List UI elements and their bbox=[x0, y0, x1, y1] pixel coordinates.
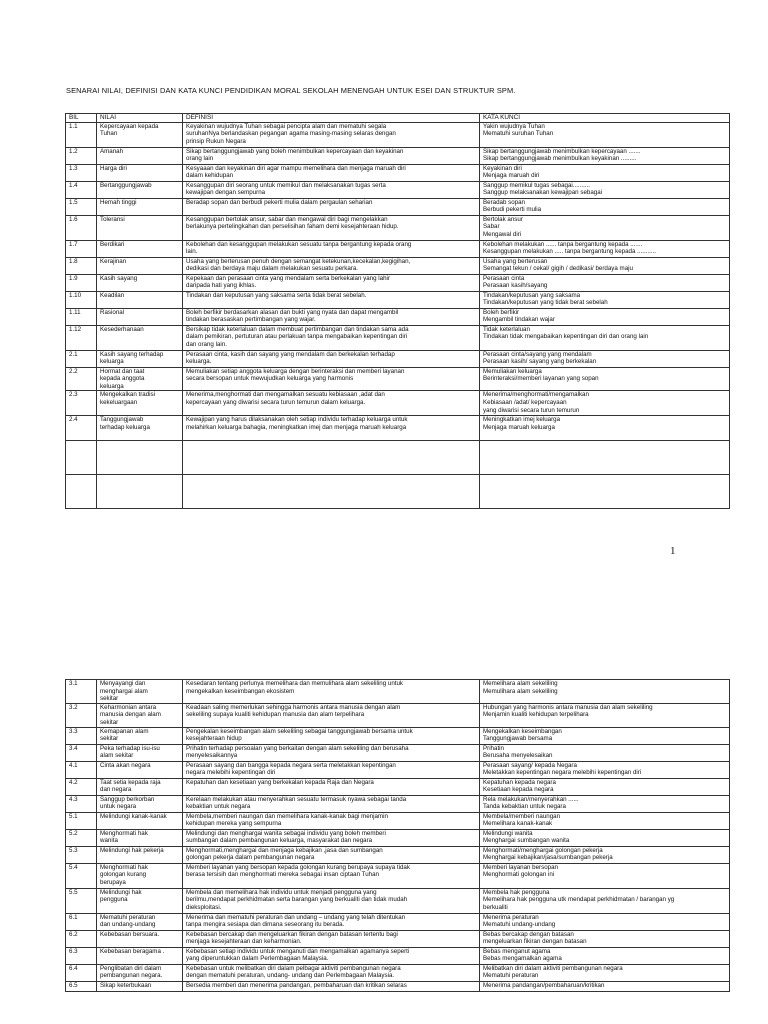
cell-definisi: Memberi layanan yang bersopan kepada golongan kurang berupaya supaya tidak berasa tersisih dan menghormati mereka sebagai insan ciptaan Tuhan bbox=[183, 863, 480, 888]
table-row bbox=[66, 930, 730, 947]
cell-bil: 3.4 bbox=[66, 744, 97, 761]
cell-definisi: Bersikap tidak keterlaluan dalam membuat pertimbangan dan tindakan sama ada dalam pemikiran, pertuturan atau perlakuan tanpa mengabaikan kepentingan diri dan orang lain. bbox=[183, 325, 480, 350]
table-row bbox=[66, 350, 730, 367]
cell-definisi: Sikap bertanggungjawab yang boleh menimbulkan kepercayaan dan keyakinan orang lain bbox=[183, 147, 480, 164]
cell-nilai: Menghormati hak wanita bbox=[97, 829, 183, 846]
cell-nilai: Cinta akan negara bbox=[97, 761, 183, 778]
cell-nilai: Menyayangi dan menghargai alam sekitar bbox=[97, 680, 183, 704]
table-row bbox=[66, 181, 730, 198]
cell-definisi: Perasaan cinta, kasih dan sayang yang mendalam dan berkekalan terhadap keluarga. bbox=[183, 350, 480, 367]
table-row bbox=[66, 846, 730, 863]
cell-bil: 3.3 bbox=[66, 727, 97, 744]
cell-kata-kunci: Membela/memberi naungan Memelihara kanak-kanak bbox=[480, 812, 730, 829]
table-row bbox=[66, 240, 730, 257]
cell-definisi: Menghormati,menghargai dan menjaga kebajikan ,jasa dan sumbangan golongan pekerja dalam pembangunan negara bbox=[183, 846, 480, 863]
cell-bil: 1.6 bbox=[66, 215, 97, 240]
cell-kata-kunci: Yakin wujudnya Tuhan Mematuhi suruhan Tuhan bbox=[480, 122, 730, 147]
table-row bbox=[66, 164, 730, 181]
cell-kata-kunci: Menerima pandangan/pembaharuan/kritikan bbox=[480, 981, 730, 991]
values-table-page-1 bbox=[65, 113, 730, 509]
cell-definisi: Melindungi dan menghargai wanita sebagai individu yang boleh memberi sumbangan dalam pembangunan keluarga, masyarakat dan negara bbox=[183, 829, 480, 846]
cell-nilai: Kerajinan bbox=[97, 257, 183, 274]
cell-bil: 1.7 bbox=[66, 240, 97, 257]
header-kata-kunci: KATA KUNCI bbox=[480, 114, 730, 123]
cell-nilai: Taat setia kepada raja dan negara bbox=[97, 778, 183, 795]
cell-kata-kunci: Kepatuhan kepada negara Kesetiaan kepada negara bbox=[480, 778, 730, 795]
cell-bil: 2.2 bbox=[66, 367, 97, 391]
cell-kata-kunci: Sanggup memikul tugas sebagai.......... Sanggup melaksanakan kewajipan sebagai bbox=[480, 181, 730, 198]
cell-definisi: Kesanggupan diri seorang untuk memikul dan melaksanakan tugas serta kewajipan dengan sempurna bbox=[183, 181, 480, 198]
cell-definisi: Usaha yang berterusan penuh dengan semangat ketekunan,kecekalan,kegigihan, dedikasi dan berdaya maju dalam melakukan sesuatu perkara. bbox=[183, 257, 480, 274]
header-bil: BIL bbox=[66, 114, 97, 123]
cell-nilai: Sikap keterbukaan bbox=[97, 981, 183, 991]
cell-bil: 5.4 bbox=[66, 863, 97, 888]
table-row bbox=[66, 122, 730, 147]
values-table-page-2 bbox=[65, 679, 730, 992]
table-row bbox=[66, 913, 730, 930]
table-row bbox=[66, 795, 730, 812]
cell-bil: 4.3 bbox=[66, 795, 97, 812]
cell-nilai bbox=[97, 441, 183, 475]
cell-nilai: Rasional bbox=[97, 308, 183, 325]
cell-nilai: Amanah bbox=[97, 147, 183, 164]
cell-kata-kunci: Hubungan yang harmonis antara manusia dan alam sekeliling Menjamin kualiti kehidupan terpelihara bbox=[480, 703, 730, 727]
cell-definisi: Kesyaaan dan keyakinan diri agar mampu memelihara dan menjaga maruah diri dalam kehidupan bbox=[183, 164, 480, 181]
table-row bbox=[66, 680, 730, 704]
cell-kata-kunci: Keyakinan diri Menjaga maruah diri bbox=[480, 164, 730, 181]
cell-bil: 1.12 bbox=[66, 325, 97, 350]
cell-bil: 1.9 bbox=[66, 274, 97, 291]
cell-bil: 2.1 bbox=[66, 350, 97, 367]
cell-definisi: Boleh berfikir berdasarkan alasan dan bukti yang nyata dan dapat mengambil tindakan berasaskan pertimbangan yang wajar. bbox=[183, 308, 480, 325]
cell-kata-kunci: Meningkatkan imej keluarga Menjaga maruah keluarga bbox=[480, 416, 730, 441]
cell-kata-kunci: Menerima peraturan Mematuhi undang-undang bbox=[480, 913, 730, 930]
cell-bil: 5.5 bbox=[66, 888, 97, 913]
table-row bbox=[66, 947, 730, 964]
table-row bbox=[66, 367, 730, 391]
cell-bil: 6.5 bbox=[66, 981, 97, 991]
table-row bbox=[66, 812, 730, 829]
cell-definisi: Kebebasan untuk melibatkan diri dalam pelbagai aktiviti pembangunan negara dengan mematuhi peraturan, undang- undang dan Perlembagaan Malaysia. bbox=[183, 964, 480, 981]
table-row bbox=[66, 475, 730, 509]
cell-nilai: Sanggup berkorban untuk negara bbox=[97, 795, 183, 812]
cell-bil: 5.2 bbox=[66, 829, 97, 846]
cell-definisi bbox=[183, 475, 480, 509]
cell-kata-kunci: Boleh berfikir Mengambil tindakan wajar bbox=[480, 308, 730, 325]
cell-nilai: Melindungi kanak-kanak bbox=[97, 812, 183, 829]
cell-nilai: Hormat dan taat kepada anggota keluarga bbox=[97, 367, 183, 391]
table-row bbox=[66, 274, 730, 291]
table-row bbox=[66, 981, 730, 991]
cell-definisi: Menerima dan mematuhi peraturan dan undang – undang yang telah ditentukan tanpa mengira sesiapa dan dimana seseorang itu berada. bbox=[183, 913, 480, 930]
cell-bil: 2.4 bbox=[66, 416, 97, 441]
cell-nilai: Tanggungjawab terhadap keluarga bbox=[97, 416, 183, 441]
table-row bbox=[66, 727, 730, 744]
cell-kata-kunci: Melibatkan diri dalam aktiviti pembangunan negara Mematuhi peraturan bbox=[480, 964, 730, 981]
table-row bbox=[66, 325, 730, 350]
cell-kata-kunci: Tindakan/keputusan yang saksama Tindakan/keputusan yang tidak berat sebelah bbox=[480, 291, 730, 308]
cell-definisi: Membela dan memelihara hak individu untuk menjadi pengguna yang berilmu,mendapat perkhidmatan serta barangan yang berkualiti dan tidak mudah dieksploitasi. bbox=[183, 888, 480, 913]
cell-bil: 6.2 bbox=[66, 930, 97, 947]
cell-kata-kunci: Memelihara alam sekeliling Memulihara alam sekeliling bbox=[480, 680, 730, 704]
cell-definisi: Bersedia memberi dan menerima pandangan, pembaharuan dan kritikan selaras bbox=[183, 981, 480, 991]
cell-bil: 4.2 bbox=[66, 778, 97, 795]
cell-nilai: Keharmonian antara manusia dengan alam sekitar bbox=[97, 703, 183, 727]
cell-bil: 6.4 bbox=[66, 964, 97, 981]
cell-bil: 1.2 bbox=[66, 147, 97, 164]
cell-definisi: Prihatin terhadap persoalan yang berkaitan dengan alam sekeliling dan berusaha menyelesaikannya bbox=[183, 744, 480, 761]
cell-nilai: Toleransi bbox=[97, 215, 183, 240]
cell-nilai: Melindungi hak pengguna bbox=[97, 888, 183, 913]
table-row bbox=[66, 308, 730, 325]
cell-kata-kunci: Bebas bercakap dengan batasan mengeluarkan fikiran dengan batasan bbox=[480, 930, 730, 947]
table-row bbox=[66, 964, 730, 981]
cell-bil: 6.1 bbox=[66, 913, 97, 930]
cell-bil: 1.5 bbox=[66, 198, 97, 215]
cell-nilai: Berdikari bbox=[97, 240, 183, 257]
cell-bil bbox=[66, 441, 97, 475]
cell-nilai: Bertanggungjawab bbox=[97, 181, 183, 198]
cell-nilai: Kebebasan bersuara. bbox=[97, 930, 183, 947]
cell-definisi: Kepekaan dan perasaan cinta yang mendalam serta berkekalan yang lahir daripada hati yang ikhlas. bbox=[183, 274, 480, 291]
cell-kata-kunci: Rela melakukan/menyerahkan ...... Tanda kebaktian untuk negara bbox=[480, 795, 730, 812]
cell-definisi: Keadaan saling memerlukan sehingga harmonis antara manusia dengan alam sekeliling supaya kualiti kehidupan manusia dan alam terpelihara bbox=[183, 703, 480, 727]
cell-kata-kunci: Menerima/menghormati/mengamalkan Kebiasaan /adat/ kepercayaan yang diwarisi secara turun temurun bbox=[480, 391, 730, 416]
table-row bbox=[66, 257, 730, 274]
table-row bbox=[66, 778, 730, 795]
table-row bbox=[66, 215, 730, 240]
table-row bbox=[66, 888, 730, 913]
cell-kata-kunci: Memuliakan keluarga Berinteraksi/memberi layanan yang sopan bbox=[480, 367, 730, 391]
cell-bil: 1.4 bbox=[66, 181, 97, 198]
document-title: SENARAI NILAI, DEFINISI DAN KATA KUNCI PENDIDIKAN MORAL SEKOLAH MENENGAH UNTUK ESEI DAN STRUKTUR SPM. bbox=[66, 86, 516, 95]
cell-kata-kunci: Bebas menganut agama Bebas mengamalkan agama bbox=[480, 947, 730, 964]
cell-kata-kunci: Beradab sopan Berbudi pekerti mulia bbox=[480, 198, 730, 215]
cell-nilai: Kasih sayang bbox=[97, 274, 183, 291]
table-row bbox=[66, 761, 730, 778]
cell-definisi: Kepatuhan dan kesetiaan yang berkekalan kepada Raja dan Negara bbox=[183, 778, 480, 795]
table-row bbox=[66, 744, 730, 761]
cell-definisi: Kebebasan setiap individu untuk menganuti dan mengamalkan agamanya seperti yang diperuntukkan dalam Perlembagaan Malaysia. bbox=[183, 947, 480, 964]
cell-definisi: Keyakinan wujudnya Tuhan sebagai pencipta alam dan mematuhi segala suruhanNya berlandaskan pegangan agama masing-masing selaras dengan prinsip Rukun Negara bbox=[183, 122, 480, 147]
cell-kata-kunci bbox=[480, 441, 730, 475]
cell-nilai: Kemapanan alam sekitar bbox=[97, 727, 183, 744]
cell-definisi: Pengekalan keseimbangan alam sekeliling sebagai tanggungjawab bersama untuk kesejahteraan hidup bbox=[183, 727, 480, 744]
page-number: 1 bbox=[670, 545, 676, 557]
table-row bbox=[66, 291, 730, 308]
cell-kata-kunci: Sikap bertanggungjawab menimbulkan kepercayaan ....... Sikap bertanggungjawab menimbulkan keyakinan ......... bbox=[480, 147, 730, 164]
cell-bil: 1.3 bbox=[66, 164, 97, 181]
header-definisi: DEFINISI bbox=[183, 114, 480, 123]
cell-nilai: Penglibatan diri dalam pembangunan negara. bbox=[97, 964, 183, 981]
cell-definisi: Kesedaran tentang perlunya memelihara dan memulihara alam sekeliling untuk mengekalkan keseimbangan ekosistem bbox=[183, 680, 480, 704]
cell-nilai: Menghormati hak golongan kurang berupaya bbox=[97, 863, 183, 888]
cell-kata-kunci: Mengekalkan keseimbangan Tanggungjawab bersama bbox=[480, 727, 730, 744]
cell-definisi: Kewajipan yang harus dilaksanakan oleh setiap individu terhadap keluarga untuk melahirkan keluarga bahagia, meningkatkan imej dan menjaga maruah keluarga bbox=[183, 416, 480, 441]
cell-kata-kunci: Prihatin Berusaha menyelesaikan bbox=[480, 744, 730, 761]
cell-bil bbox=[66, 475, 97, 509]
cell-bil: 2.3 bbox=[66, 391, 97, 416]
cell-definisi: Kebebasan bercakap dan mengeluarkan fikiran dengan batasan tertentu bagi menjaga kesejahteraan dan keharmonian. bbox=[183, 930, 480, 947]
cell-kata-kunci: Usaha yang berterusan Semangat tekun / cekal/ gigih / dedikasi/ berdaya maju bbox=[480, 257, 730, 274]
cell-nilai: Harga diri bbox=[97, 164, 183, 181]
cell-kata-kunci: Memberi layanan bersopan Menghormati golongan ini bbox=[480, 863, 730, 888]
cell-kata-kunci: Tidak keterlaluan Tindakan tidak mengabaikan kepentingan diri dan orang lain bbox=[480, 325, 730, 350]
table-row bbox=[66, 147, 730, 164]
table-row bbox=[66, 391, 730, 416]
cell-bil: 3.2 bbox=[66, 703, 97, 727]
header-nilai: NILAI bbox=[97, 114, 183, 123]
cell-nilai: Kasih sayang terhadap keluarga bbox=[97, 350, 183, 367]
cell-definisi: Membela,memberi naungan dan memelihara kanak-kanak bagi menjamin kehidupan mereka yang sempurna bbox=[183, 812, 480, 829]
table-header-row bbox=[66, 114, 730, 123]
table-row bbox=[66, 863, 730, 888]
cell-nilai: Kepercayaan kepada Tuhan bbox=[97, 122, 183, 147]
cell-nilai: Peka terhadap isu-isu alam sekitar bbox=[97, 744, 183, 761]
cell-nilai: Kesederhanaan bbox=[97, 325, 183, 350]
table-row bbox=[66, 416, 730, 441]
cell-bil: 3.1 bbox=[66, 680, 97, 704]
cell-kata-kunci: Menghormati/menghargai golongan pekerja Menghargai kebajikan/jasa/sumbangan pekerja bbox=[480, 846, 730, 863]
cell-bil: 6.3 bbox=[66, 947, 97, 964]
cell-bil: 1.11 bbox=[66, 308, 97, 325]
cell-nilai: Keadilan bbox=[97, 291, 183, 308]
cell-nilai: Kebebasan beragama . bbox=[97, 947, 183, 964]
cell-definisi: Memuliakan setiap anggota keluarga dengan berinteraksi dan memberi layanan secara bersopan untuk mewujudkan keluarga yang harmonis bbox=[183, 367, 480, 391]
cell-nilai: Mematuhi peraturan dan undang-undang bbox=[97, 913, 183, 930]
cell-kata-kunci: Bertolak ansur Sabar Mengawal diri bbox=[480, 215, 730, 240]
cell-definisi: Kerelaan melakukan atau menyerahkan sesuatu termasuk nyawa sebagai tanda kebaktian untuk negara bbox=[183, 795, 480, 812]
cell-kata-kunci: Membela hak pengguna Memelihara hak pengguna utk mendapat perkhidmatan / barangan yg berkualiti bbox=[480, 888, 730, 913]
cell-nilai: Melindungi hak pekerja bbox=[97, 846, 183, 863]
cell-definisi: Tindakan dan keputusan yang saksama serta tidak berat sebelah. bbox=[183, 291, 480, 308]
cell-nilai bbox=[97, 475, 183, 509]
cell-kata-kunci: Perasaan cinta/sayang yang mendalam Perasaan kasih/ sayang yang berkekalan bbox=[480, 350, 730, 367]
cell-bil: 1.1 bbox=[66, 122, 97, 147]
cell-kata-kunci bbox=[480, 475, 730, 509]
cell-kata-kunci: Melindungi wanita Menghargai sumbangan wanita bbox=[480, 829, 730, 846]
table-row bbox=[66, 829, 730, 846]
cell-definisi bbox=[183, 441, 480, 475]
cell-definisi: Kebolehan dan kesanggupan melakukan sesuatu tanpa bergantung kepada orang lain. bbox=[183, 240, 480, 257]
cell-bil: 5.3 bbox=[66, 846, 97, 863]
cell-definisi: Kesanggupan bertolak ansur, sabar dan mengawal diri bagi mengelakkan berlakunya pertelingkahan dan perselisihan faham demi kesejahteraan hidup. bbox=[183, 215, 480, 240]
cell-kata-kunci: Perasaan sayang/ kepada Negara Meletakkan kepentingan negara melebihi kepentingan diri bbox=[480, 761, 730, 778]
cell-bil: 1.8 bbox=[66, 257, 97, 274]
cell-kata-kunci: Perasaan cinta Perasaan kasih/sayang bbox=[480, 274, 730, 291]
cell-definisi: Perasaan sayang dan bangga kepada negara serta meletakkan kepentingan negara melebihi kepentingan diri bbox=[183, 761, 480, 778]
cell-bil: 4.1 bbox=[66, 761, 97, 778]
table-row bbox=[66, 198, 730, 215]
cell-bil: 1.10 bbox=[66, 291, 97, 308]
cell-definisi: Menerima,menghormati dan mengamalkan sesuatu kebiasaan ,adat dan kepercayaan yang diwarisi secara turun temurun dalam keluarga. bbox=[183, 391, 480, 416]
cell-nilai: Mengekalkan tradisi kekeluargaan bbox=[97, 391, 183, 416]
cell-nilai: Hemah tinggi bbox=[97, 198, 183, 215]
table-row bbox=[66, 441, 730, 475]
cell-definisi: Beradap sopan dan berbudi pekerti mulia dalam pergaulan seharian bbox=[183, 198, 480, 215]
table-row bbox=[66, 703, 730, 727]
cell-kata-kunci: Kebolehan melakukan ...... tanpa bergantung kepada ....... Kesanggupan melakukan ..... tanpa bergantung kepada ........... bbox=[480, 240, 730, 257]
cell-bil: 5.1 bbox=[66, 812, 97, 829]
